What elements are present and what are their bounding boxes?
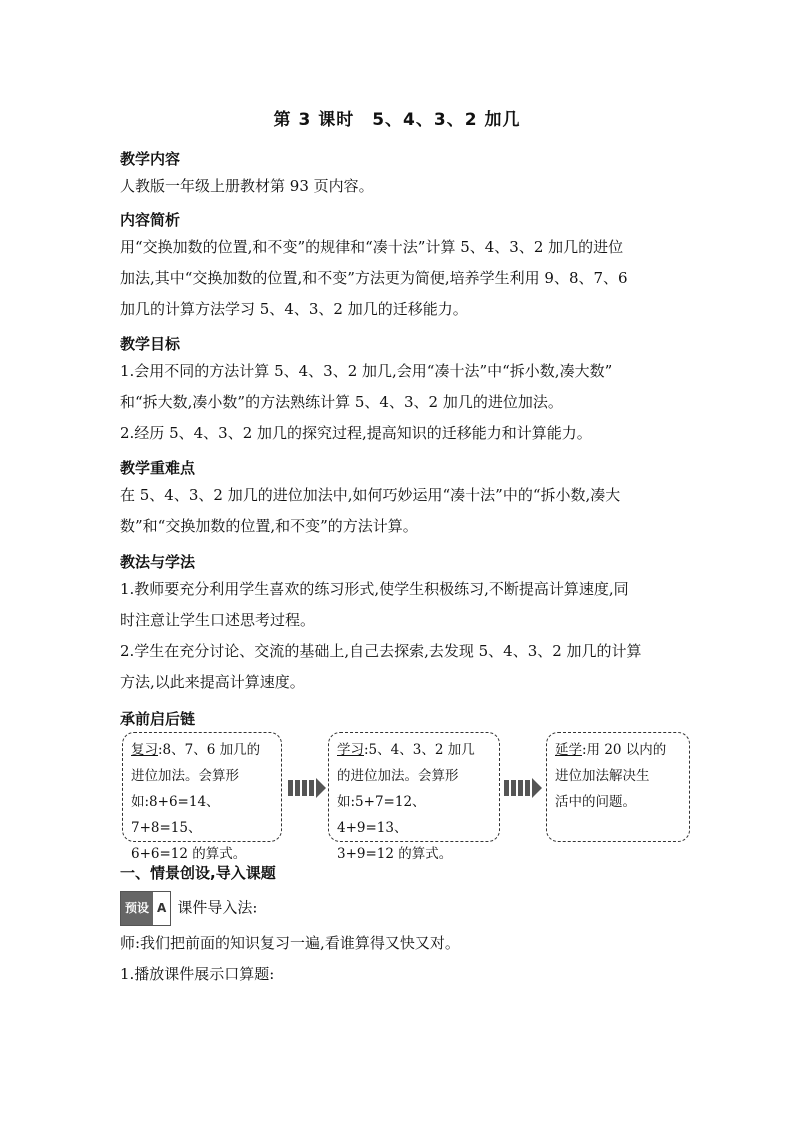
analysis-line: 加法,其中“交换加数的位置,和不变”方法更为简便,培养学生利用 9、8、7、6 xyxy=(120,269,628,287)
box-line: 3+9=12 的算式。 xyxy=(337,846,453,862)
box-line: :8、7、6 加几的 xyxy=(158,742,261,758)
goals-line: 1.会用不同的方法计算 5、4、3、2 加几,会用“凑十法”中“拆小数,凑大数” xyxy=(120,362,613,380)
methods-line: 2.学生在充分讨论、交流的基础上,自己去探索,去发现 5、4、3、2 加几的计算 xyxy=(120,642,642,660)
key-points-text xyxy=(120,480,680,542)
part1-line: 师:我们把前面的知识复习一遍,看谁算得又快又对。 xyxy=(120,934,460,952)
heading-part1: 一、情景创设,导入课题 xyxy=(120,864,276,882)
content-text: 人教版一年级上册教材第 93 页内容。 xyxy=(120,177,374,195)
analysis-text xyxy=(120,232,680,325)
preset-text: 课件导入法: xyxy=(177,898,258,917)
box-line: :5、4、3、2 加几 xyxy=(364,742,475,758)
methods-line: 1.教师要充分利用学生喜欢的练习形式,使学生积极练习,不断提高计算速度,同 xyxy=(120,580,629,598)
box-line: 如:8+6=14、7+8=15、 xyxy=(131,794,220,836)
methods-text xyxy=(120,574,680,698)
methods-line: 时注意让学生口述思考过程。 xyxy=(120,611,316,629)
extension-label: 延学 xyxy=(555,742,582,758)
study-box xyxy=(328,732,500,862)
box-line: 进位加法。会算形 xyxy=(131,768,239,784)
box-line: 的进位加法。会算形 xyxy=(337,768,459,784)
heading-key-points: 教学重难点 xyxy=(120,459,196,477)
preset-badge xyxy=(120,891,171,926)
badge-right: A xyxy=(157,901,167,915)
key-line: 在 5、4、3、2 加几的进位加法中,如何巧妙运用“凑十法”中的“拆小数,凑大 xyxy=(120,486,621,504)
heading-analysis: 内容简析 xyxy=(120,211,181,229)
part1-text xyxy=(120,928,680,990)
analysis-line: 加几的计算方法学习 5、4、3、2 加几的迁移能力。 xyxy=(120,300,468,318)
heading-goals: 教学目标 xyxy=(120,335,181,353)
analysis-line: 用“交换加数的位置,和不变”的规律和“凑十法”计算 5、4、3、2 加几的进位 xyxy=(120,238,624,256)
methods-line: 方法,以此来提高计算速度。 xyxy=(120,673,305,691)
arrow-right-icon xyxy=(288,780,326,800)
box-line: 进位加法解决生 xyxy=(555,768,650,784)
goals-text xyxy=(120,356,680,449)
badge-left: 预设 xyxy=(121,892,153,925)
preset-line xyxy=(120,891,680,926)
box-line: 6+6=12 的算式。 xyxy=(131,846,247,862)
study-label: 学习 xyxy=(337,742,364,758)
arrow-right-icon xyxy=(504,780,542,800)
extension-box xyxy=(546,732,690,842)
heading-content: 教学内容 xyxy=(120,150,181,168)
box-line: 如:5+7=12、4+9=13、 xyxy=(337,794,426,836)
part1-line: 1.播放课件展示口算题: xyxy=(120,965,275,983)
review-box xyxy=(122,732,282,862)
key-line: 数”和“交换加数的位置,和不变”的方法计算。 xyxy=(120,517,418,535)
box-line: :用 20 以内的 xyxy=(582,742,667,758)
heading-links: 承前启后链 xyxy=(120,710,196,728)
review-label: 复习 xyxy=(131,742,158,758)
goals-line: 和“拆大数,凑小数”的方法熟练计算 5、4、3、2 加几的进位加法。 xyxy=(120,393,563,411)
knowledge-chain xyxy=(120,732,700,862)
page-title: 第 3 课时 5、4、3、2 加几 xyxy=(273,110,521,130)
box-line: 活中的问题。 xyxy=(555,794,636,810)
goals-line: 2.经历 5、4、3、2 加几的探究过程,提高知识的迁移能力和计算能力。 xyxy=(120,424,592,442)
heading-methods: 教法与学法 xyxy=(120,553,196,571)
